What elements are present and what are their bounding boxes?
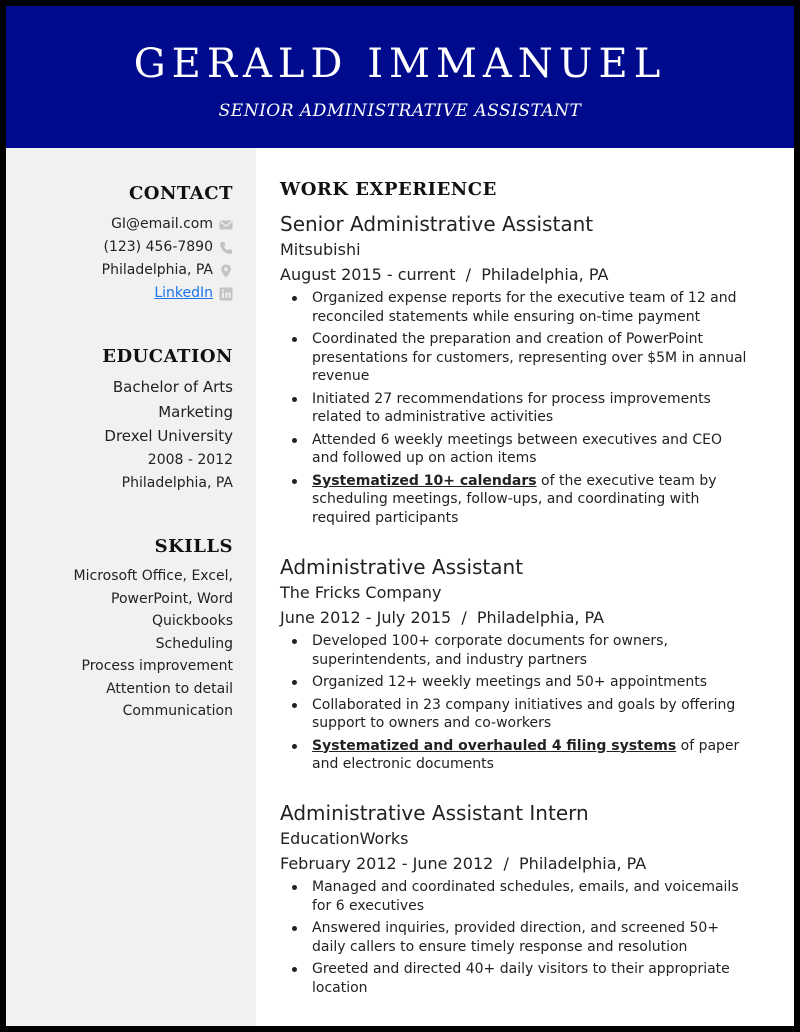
skill-item: Scheduling: [155, 635, 233, 652]
highlight-text: Systematized and overhauled 4 filing systems: [312, 737, 677, 754]
job-title: Senior Administrative Assistant: [280, 212, 594, 236]
job-entry: [280, 211, 750, 531]
skills-heading: SKILLS: [154, 536, 233, 557]
list-item: Attended 6 weekly meetings between executives and CEO and followed up on action items: [280, 431, 750, 468]
list-item: Coordinated the preparation and creation of PowerPoint presentations for customers, representing over $5M in annual revenue: [280, 330, 750, 386]
list-item: Collaborated in 23 company initiatives and goals by offering support to owners and co-workers: [280, 696, 750, 733]
job-location: Philadelphia, PA: [481, 265, 609, 284]
list-item: Developed 100+ corporate documents for owners, superintendents, and industry partners: [280, 632, 750, 669]
degree: Bachelor of Arts: [112, 378, 233, 396]
job-title: Administrative Assistant: [280, 555, 524, 579]
bullet-text: of paper and electronic documents: [312, 737, 740, 772]
skill-item: Communication: [122, 703, 233, 719]
contact-linkedin: [102, 282, 233, 305]
job-location: Philadelphia, PA: [519, 854, 647, 873]
contact-heading: CONTACT: [128, 183, 233, 204]
location-text: Philadelphia, PA: [101, 262, 213, 278]
contact-location: [102, 259, 233, 282]
email-text: GI@email.com: [111, 216, 213, 232]
job-bullets: [280, 878, 750, 997]
job-dates-location: February 2012 - June 2012 / Philadelphia, PA: [280, 854, 647, 873]
bullet-text: of the executive team by scheduling meetings, follow-ups, and coordinating with required participants: [312, 472, 717, 526]
contact-phone: [102, 236, 233, 259]
resume-header: [6, 6, 794, 148]
list-item: Greeted and directed 40+ daily visitors to their appropriate location: [280, 960, 750, 997]
list-item: Initiated 27 recommendations for process improvements related to administrative activities: [280, 390, 750, 427]
phone-icon: [219, 241, 233, 255]
job-company: The Fricks Company: [280, 583, 442, 602]
skills-section: [74, 535, 233, 723]
job-bullets: [280, 632, 750, 774]
job-company: EducationWorks: [280, 829, 409, 848]
location-pin-icon: [219, 264, 233, 278]
job-location: Philadelphia, PA: [476, 608, 605, 627]
highlight-text: Systematized 10+ calendars: [312, 472, 537, 489]
job-dates-location: June 2012 - July 2015 / Philadelphia, PA: [280, 608, 605, 627]
education-location: Philadelphia, PA: [121, 474, 233, 491]
work-experience-heading: WORK EXPERIENCE: [280, 179, 497, 200]
job-entry: [280, 800, 750, 1001]
skill-item: PowerPoint, Word: [111, 590, 233, 607]
job-company: Mitsubishi: [280, 240, 361, 259]
major: Marketing: [158, 402, 233, 421]
job-title: Administrative Assistant Intern: [280, 801, 589, 825]
linkedin-icon[interactable]: [219, 287, 233, 301]
job-dates: June 2012 - July 2015: [280, 608, 452, 627]
list-item: Answered inquiries, provided direction, and screened 50+ daily callers to ensure timely response and resolution: [280, 919, 750, 956]
job-bullets: [280, 289, 750, 527]
skill-item: Attention to detail: [106, 680, 233, 697]
skill-item: Microsoft Office, Excel,: [73, 568, 233, 584]
list-item: Organized 12+ weekly meetings and 50+ appointments: [280, 673, 750, 692]
education-section: [102, 345, 233, 495]
education-heading: EDUCATION: [102, 346, 233, 367]
resume-page: [6, 6, 794, 1026]
school: Drexel University: [104, 427, 233, 445]
skill-item: Process improvement: [81, 658, 233, 674]
phone-text: (123) 456-7890: [103, 239, 213, 255]
list-item: [280, 737, 750, 774]
sidebar: [6, 148, 256, 1026]
skill-item: Quickbooks: [151, 613, 233, 629]
job-entry: [280, 554, 750, 778]
job-dates-location: August 2015 - current / Philadelphia, PA: [280, 265, 609, 284]
list-item: Organized expense reports for the executive team of 12 and reconciled statements while ensuring on-time payment: [280, 289, 750, 326]
envelope-icon: [219, 218, 233, 232]
candidate-title: SENIOR ADMINISTRATIVE ASSISTANT: [218, 101, 582, 121]
linkedin-link[interactable]: LinkedIn: [154, 285, 213, 301]
job-dates: August 2015 - current: [280, 265, 456, 284]
list-item: [280, 472, 750, 528]
contact-email: [102, 213, 233, 236]
candidate-name: GERALD IMMANUEL: [133, 41, 667, 87]
contact-section: [102, 182, 233, 305]
list-item: Managed and coordinated schedules, emails, and voicemails for 6 executives: [280, 878, 750, 915]
education-years: 2008 - 2012: [147, 451, 233, 468]
job-dates: February 2012 - June 2012: [280, 854, 494, 873]
